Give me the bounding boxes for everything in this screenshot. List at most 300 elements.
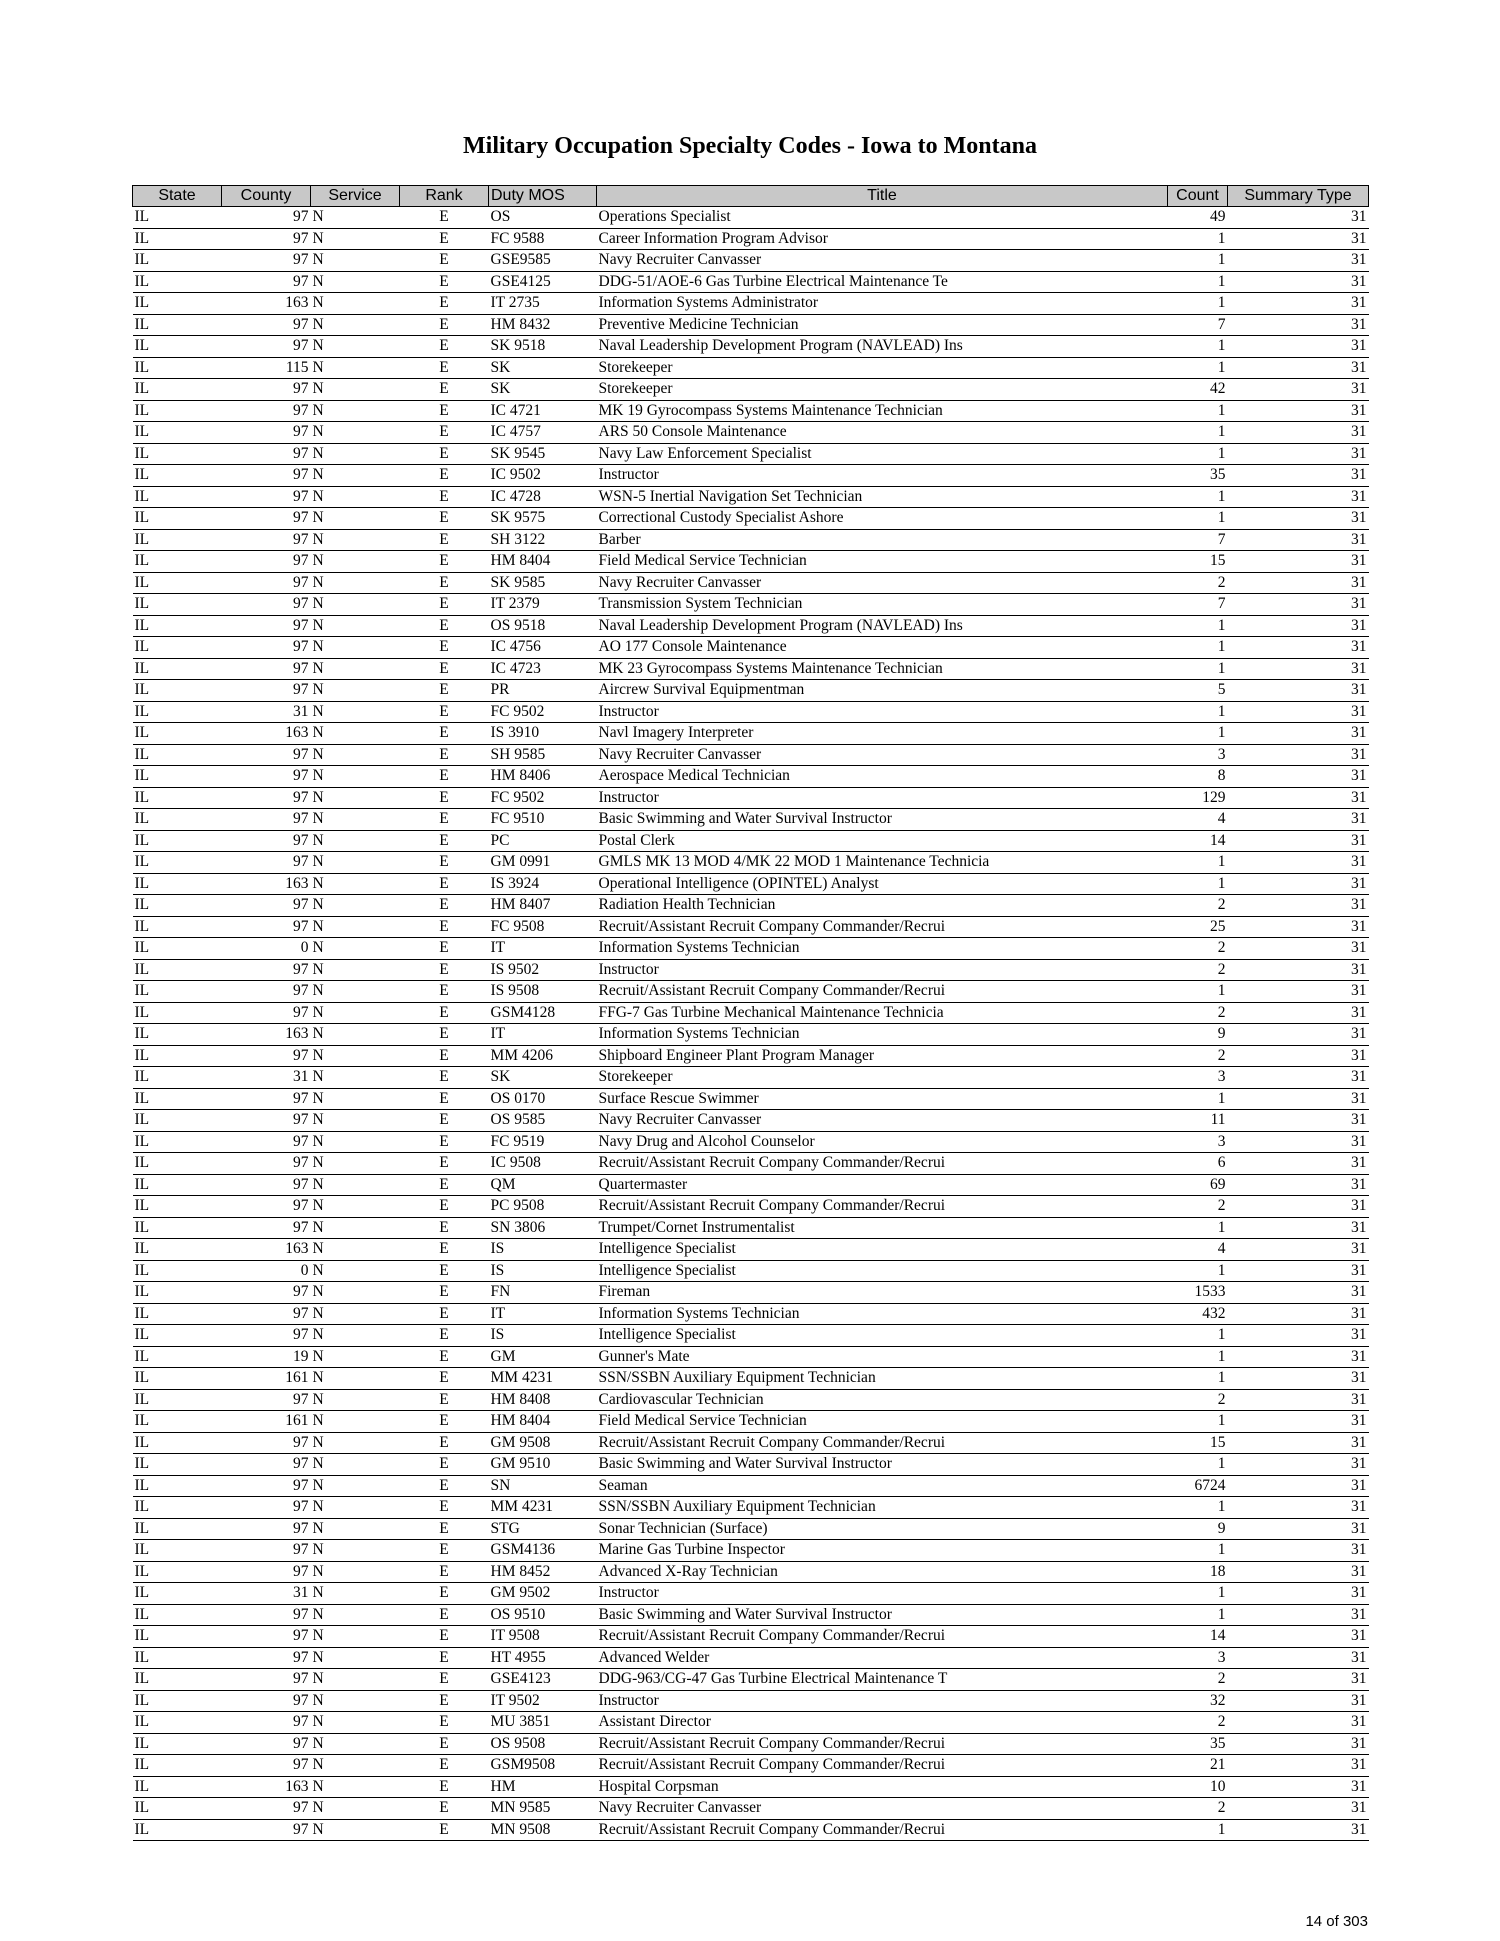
cell-county: 97 <box>222 551 311 573</box>
cell-rank: E <box>400 916 489 938</box>
cell-duty-mos: GM 9510 <box>489 1454 597 1476</box>
cell-title: Naval Leadership Development Program (NAVLEAD) Ins <box>597 615 1168 637</box>
cell-duty-mos: GSE4123 <box>489 1669 597 1691</box>
cell-rank: E <box>400 1669 489 1691</box>
table-row <box>133 1110 1369 1132</box>
cell-duty-mos: OS 9518 <box>489 615 597 637</box>
cell-service: N <box>311 1196 400 1218</box>
cell-rank: E <box>400 1196 489 1218</box>
cell-summary-type: 31 <box>1228 938 1369 960</box>
cell-rank: E <box>400 873 489 895</box>
cell-rank: E <box>400 551 489 573</box>
cell-service: N <box>311 981 400 1003</box>
table-row <box>133 529 1369 551</box>
cell-service: N <box>311 1690 400 1712</box>
cell-summary-type: 31 <box>1228 1282 1369 1304</box>
cell-service: N <box>311 1260 400 1282</box>
cell-summary-type: 31 <box>1228 1067 1369 1089</box>
cell-duty-mos: GM <box>489 1346 597 1368</box>
table-row <box>133 1733 1369 1755</box>
cell-county: 163 <box>222 293 311 315</box>
cell-duty-mos: IT 9502 <box>489 1690 597 1712</box>
cell-title: Information Systems Administrator <box>597 293 1168 315</box>
table-row <box>133 400 1369 422</box>
cell-rank: E <box>400 1432 489 1454</box>
cell-summary-type: 31 <box>1228 508 1369 530</box>
cell-rank: E <box>400 400 489 422</box>
cell-rank: E <box>400 787 489 809</box>
cell-title: MK 19 Gyrocompass Systems Maintenance Technician <box>597 400 1168 422</box>
table-row <box>133 658 1369 680</box>
cell-title: DDG-51/AOE-6 Gas Turbine Electrical Maintenance Te <box>597 271 1168 293</box>
cell-count: 1 <box>1168 293 1228 315</box>
cell-county: 163 <box>222 1239 311 1261</box>
cell-service: N <box>311 1088 400 1110</box>
cell-service: N <box>311 1540 400 1562</box>
cell-duty-mos: HM 8452 <box>489 1561 597 1583</box>
cell-rank: E <box>400 1346 489 1368</box>
cell-title: Storekeeper <box>597 357 1168 379</box>
cell-county: 97 <box>222 658 311 680</box>
cell-title: Seaman <box>597 1475 1168 1497</box>
cell-summary-type: 31 <box>1228 1475 1369 1497</box>
cell-county: 97 <box>222 443 311 465</box>
table-row <box>133 465 1369 487</box>
cell-rank: E <box>400 809 489 831</box>
table-row <box>133 551 1369 573</box>
cell-summary-type: 31 <box>1228 1346 1369 1368</box>
table-row <box>133 1712 1369 1734</box>
cell-state: IL <box>133 637 222 659</box>
cell-duty-mos: IS <box>489 1239 597 1261</box>
cell-summary-type: 31 <box>1228 1239 1369 1261</box>
cell-title: Instructor <box>597 465 1168 487</box>
cell-count: 2 <box>1168 1002 1228 1024</box>
cell-title: Instructor <box>597 1583 1168 1605</box>
table-row <box>133 830 1369 852</box>
column-header-rank: Rank <box>400 186 489 207</box>
cell-duty-mos: IC 4721 <box>489 400 597 422</box>
cell-service: N <box>311 1497 400 1519</box>
cell-summary-type: 31 <box>1228 443 1369 465</box>
table-row <box>133 1045 1369 1067</box>
cell-summary-type: 31 <box>1228 1690 1369 1712</box>
cell-summary-type: 31 <box>1228 895 1369 917</box>
cell-state: IL <box>133 1196 222 1218</box>
cell-rank: E <box>400 1303 489 1325</box>
cell-state: IL <box>133 1819 222 1841</box>
cell-rank: E <box>400 938 489 960</box>
column-header-title: Title <box>597 186 1168 207</box>
cell-state: IL <box>133 981 222 1003</box>
cell-service: N <box>311 508 400 530</box>
cell-rank: E <box>400 1604 489 1626</box>
cell-summary-type: 31 <box>1228 1733 1369 1755</box>
cell-duty-mos: OS 9510 <box>489 1604 597 1626</box>
table-row <box>133 895 1369 917</box>
table-row <box>133 572 1369 594</box>
cell-rank: E <box>400 1389 489 1411</box>
cell-summary-type: 31 <box>1228 1411 1369 1433</box>
table-row <box>133 379 1369 401</box>
cell-rank: E <box>400 723 489 745</box>
cell-count: 1 <box>1168 852 1228 874</box>
cell-title: Postal Clerk <box>597 830 1168 852</box>
cell-count: 35 <box>1168 1733 1228 1755</box>
cell-count: 1 <box>1168 1260 1228 1282</box>
cell-duty-mos: MM 4231 <box>489 1497 597 1519</box>
cell-state: IL <box>133 1045 222 1067</box>
cell-summary-type: 31 <box>1228 852 1369 874</box>
cell-rank: E <box>400 981 489 1003</box>
cell-state: IL <box>133 465 222 487</box>
table-row <box>133 1540 1369 1562</box>
cell-county: 19 <box>222 1346 311 1368</box>
cell-title: Recruit/Assistant Recruit Company Commander/Recrui <box>597 1626 1168 1648</box>
cell-duty-mos: IT <box>489 1024 597 1046</box>
cell-title: Navy Recruiter Canvasser <box>597 250 1168 272</box>
cell-state: IL <box>133 1583 222 1605</box>
cell-county: 161 <box>222 1368 311 1390</box>
table-header-row <box>133 186 1369 207</box>
cell-rank: E <box>400 895 489 917</box>
cell-duty-mos: IC 9508 <box>489 1153 597 1175</box>
cell-count: 1 <box>1168 723 1228 745</box>
cell-title: Operational Intelligence (OPINTEL) Analyst <box>597 873 1168 895</box>
cell-county: 31 <box>222 1067 311 1089</box>
cell-title: Recruit/Assistant Recruit Company Commander/Recrui <box>597 981 1168 1003</box>
table-row <box>133 336 1369 358</box>
cell-county: 97 <box>222 250 311 272</box>
cell-service: N <box>311 680 400 702</box>
cell-count: 2 <box>1168 895 1228 917</box>
cell-duty-mos: GSM4128 <box>489 1002 597 1024</box>
cell-rank: E <box>400 1798 489 1820</box>
cell-state: IL <box>133 1475 222 1497</box>
cell-service: N <box>311 723 400 745</box>
cell-count: 3 <box>1168 1067 1228 1089</box>
cell-service: N <box>311 1325 400 1347</box>
table-row <box>133 1067 1369 1089</box>
cell-rank: E <box>400 852 489 874</box>
cell-state: IL <box>133 1153 222 1175</box>
cell-rank: E <box>400 207 489 229</box>
cell-service: N <box>311 830 400 852</box>
cell-count: 1 <box>1168 422 1228 444</box>
cell-county: 97 <box>222 787 311 809</box>
cell-state: IL <box>133 443 222 465</box>
table-row <box>133 1131 1369 1153</box>
cell-state: IL <box>133 1282 222 1304</box>
cell-rank: E <box>400 637 489 659</box>
cell-duty-mos: IC 4728 <box>489 486 597 508</box>
cell-title: Intelligence Specialist <box>597 1325 1168 1347</box>
cell-duty-mos: SK <box>489 379 597 401</box>
cell-count: 1 <box>1168 1819 1228 1841</box>
cell-count: 4 <box>1168 1239 1228 1261</box>
table-row <box>133 1282 1369 1304</box>
cell-state: IL <box>133 938 222 960</box>
cell-count: 6724 <box>1168 1475 1228 1497</box>
cell-duty-mos: OS 9585 <box>489 1110 597 1132</box>
table-row <box>133 1669 1369 1691</box>
table-row <box>133 916 1369 938</box>
cell-county: 97 <box>222 379 311 401</box>
cell-state: IL <box>133 293 222 315</box>
cell-service: N <box>311 658 400 680</box>
cell-title: Recruit/Assistant Recruit Company Commander/Recrui <box>597 1733 1168 1755</box>
cell-state: IL <box>133 1755 222 1777</box>
cell-state: IL <box>133 852 222 874</box>
cell-count: 5 <box>1168 680 1228 702</box>
cell-duty-mos: IS 9502 <box>489 959 597 981</box>
cell-state: IL <box>133 572 222 594</box>
cell-duty-mos: IS 9508 <box>489 981 597 1003</box>
cell-rank: E <box>400 1561 489 1583</box>
cell-state: IL <box>133 1454 222 1476</box>
cell-summary-type: 31 <box>1228 1561 1369 1583</box>
cell-title: GMLS MK 13 MOD 4/MK 22 MOD 1 Maintenance Technicia <box>597 852 1168 874</box>
cell-title: Advanced Welder <box>597 1647 1168 1669</box>
cell-duty-mos: IT 9508 <box>489 1626 597 1648</box>
cell-state: IL <box>133 723 222 745</box>
cell-county: 97 <box>222 1282 311 1304</box>
cell-count: 1 <box>1168 637 1228 659</box>
table-row <box>133 981 1369 1003</box>
cell-summary-type: 31 <box>1228 873 1369 895</box>
cell-title: Basic Swimming and Water Survival Instructor <box>597 1604 1168 1626</box>
cell-rank: E <box>400 1368 489 1390</box>
cell-county: 97 <box>222 1002 311 1024</box>
table-row <box>133 207 1369 229</box>
cell-state: IL <box>133 1798 222 1820</box>
cell-service: N <box>311 1024 400 1046</box>
cell-summary-type: 31 <box>1228 1303 1369 1325</box>
cell-service: N <box>311 1239 400 1261</box>
cell-duty-mos: HM 8406 <box>489 766 597 788</box>
cell-summary-type: 31 <box>1228 357 1369 379</box>
cell-service: N <box>311 1561 400 1583</box>
cell-service: N <box>311 701 400 723</box>
cell-service: N <box>311 1346 400 1368</box>
page-title: Military Occupation Specialty Codes - Iowa to Montana <box>463 133 1037 159</box>
table-row <box>133 314 1369 336</box>
cell-duty-mos: GSM4136 <box>489 1540 597 1562</box>
cell-state: IL <box>133 873 222 895</box>
cell-count: 2 <box>1168 1196 1228 1218</box>
table-row <box>133 766 1369 788</box>
cell-summary-type: 31 <box>1228 1153 1369 1175</box>
table-row <box>133 1174 1369 1196</box>
cell-service: N <box>311 572 400 594</box>
cell-summary-type: 31 <box>1228 615 1369 637</box>
cell-title: Navy Recruiter Canvasser <box>597 744 1168 766</box>
cell-state: IL <box>133 830 222 852</box>
cell-summary-type: 31 <box>1228 723 1369 745</box>
cell-duty-mos: HM 8407 <box>489 895 597 917</box>
cell-summary-type: 31 <box>1228 1583 1369 1605</box>
cell-state: IL <box>133 228 222 250</box>
cell-duty-mos: IT 2379 <box>489 594 597 616</box>
cell-title: Information Systems Technician <box>597 1303 1168 1325</box>
cell-rank: E <box>400 1518 489 1540</box>
cell-duty-mos: IS <box>489 1325 597 1347</box>
cell-rank: E <box>400 379 489 401</box>
cell-county: 97 <box>222 1712 311 1734</box>
cell-count: 1 <box>1168 701 1228 723</box>
cell-count: 32 <box>1168 1690 1228 1712</box>
cell-count: 2 <box>1168 938 1228 960</box>
cell-county: 97 <box>222 228 311 250</box>
cell-count: 1 <box>1168 508 1228 530</box>
cell-count: 1 <box>1168 1411 1228 1433</box>
cell-count: 15 <box>1168 1432 1228 1454</box>
table-row <box>133 1325 1369 1347</box>
cell-service: N <box>311 1755 400 1777</box>
cell-duty-mos: OS 9508 <box>489 1733 597 1755</box>
cell-title: Intelligence Specialist <box>597 1260 1168 1282</box>
cell-rank: E <box>400 293 489 315</box>
cell-state: IL <box>133 1260 222 1282</box>
cell-service: N <box>311 938 400 960</box>
cell-county: 97 <box>222 1045 311 1067</box>
cell-title: Trumpet/Cornet Instrumentalist <box>597 1217 1168 1239</box>
cell-count: 1 <box>1168 1497 1228 1519</box>
cell-title: Intelligence Specialist <box>597 1239 1168 1261</box>
cell-duty-mos: GM 9502 <box>489 1583 597 1605</box>
cell-state: IL <box>133 1239 222 1261</box>
table-row <box>133 1260 1369 1282</box>
table-row <box>133 809 1369 831</box>
cell-summary-type: 31 <box>1228 1626 1369 1648</box>
table-row <box>133 1346 1369 1368</box>
cell-duty-mos: IC 4756 <box>489 637 597 659</box>
cell-summary-type: 31 <box>1228 1110 1369 1132</box>
cell-service: N <box>311 787 400 809</box>
cell-state: IL <box>133 1690 222 1712</box>
cell-duty-mos: MM 4231 <box>489 1368 597 1390</box>
cell-service: N <box>311 357 400 379</box>
table-row <box>133 1798 1369 1820</box>
cell-summary-type: 31 <box>1228 1088 1369 1110</box>
cell-title: MK 23 Gyrocompass Systems Maintenance Technician <box>597 658 1168 680</box>
cell-rank: E <box>400 959 489 981</box>
cell-title: Instructor <box>597 1690 1168 1712</box>
cell-service: N <box>311 443 400 465</box>
cell-service: N <box>311 1303 400 1325</box>
cell-count: 35 <box>1168 465 1228 487</box>
cell-summary-type: 31 <box>1228 293 1369 315</box>
table-row <box>133 959 1369 981</box>
cell-title: Basic Swimming and Water Survival Instructor <box>597 809 1168 831</box>
cell-count: 49 <box>1168 207 1228 229</box>
cell-summary-type: 31 <box>1228 830 1369 852</box>
cell-duty-mos: IC 4723 <box>489 658 597 680</box>
cell-duty-mos: FC 9510 <box>489 809 597 831</box>
cell-summary-type: 31 <box>1228 1798 1369 1820</box>
cell-count: 2 <box>1168 1712 1228 1734</box>
table-row <box>133 1583 1369 1605</box>
cell-count: 1 <box>1168 250 1228 272</box>
cell-title: Instructor <box>597 959 1168 981</box>
cell-summary-type: 31 <box>1228 981 1369 1003</box>
cell-service: N <box>311 959 400 981</box>
cell-duty-mos: GSM9508 <box>489 1755 597 1777</box>
cell-county: 97 <box>222 1604 311 1626</box>
cell-rank: E <box>400 766 489 788</box>
cell-title: Surface Rescue Swimmer <box>597 1088 1168 1110</box>
cell-county: 97 <box>222 572 311 594</box>
cell-summary-type: 31 <box>1228 1002 1369 1024</box>
table-row <box>133 1819 1369 1841</box>
cell-county: 97 <box>222 680 311 702</box>
cell-county: 97 <box>222 615 311 637</box>
cell-county: 97 <box>222 1755 311 1777</box>
cell-summary-type: 31 <box>1228 271 1369 293</box>
cell-count: 42 <box>1168 379 1228 401</box>
cell-state: IL <box>133 895 222 917</box>
cell-title: Barber <box>597 529 1168 551</box>
cell-title: Cardiovascular Technician <box>597 1389 1168 1411</box>
cell-count: 2 <box>1168 1669 1228 1691</box>
cell-county: 97 <box>222 1540 311 1562</box>
cell-summary-type: 31 <box>1228 1045 1369 1067</box>
cell-service: N <box>311 1368 400 1390</box>
cell-service: N <box>311 873 400 895</box>
cell-service: N <box>311 1174 400 1196</box>
cell-county: 97 <box>222 1325 311 1347</box>
table-row <box>133 1303 1369 1325</box>
cell-county: 31 <box>222 701 311 723</box>
cell-county: 31 <box>222 1583 311 1605</box>
cell-count: 432 <box>1168 1303 1228 1325</box>
cell-title: Navy Recruiter Canvasser <box>597 572 1168 594</box>
table-row <box>133 680 1369 702</box>
cell-title: DDG-963/CG-47 Gas Turbine Electrical Maintenance T <box>597 1669 1168 1691</box>
cell-state: IL <box>133 787 222 809</box>
cell-count: 21 <box>1168 1755 1228 1777</box>
cell-rank: E <box>400 1024 489 1046</box>
table-row <box>133 852 1369 874</box>
cell-summary-type: 31 <box>1228 1389 1369 1411</box>
cell-summary-type: 31 <box>1228 228 1369 250</box>
cell-count: 2 <box>1168 1045 1228 1067</box>
cell-duty-mos: IT 2735 <box>489 293 597 315</box>
cell-service: N <box>311 1045 400 1067</box>
cell-service: N <box>311 809 400 831</box>
cell-rank: E <box>400 1755 489 1777</box>
cell-summary-type: 31 <box>1228 809 1369 831</box>
table-row <box>133 938 1369 960</box>
cell-state: IL <box>133 357 222 379</box>
table-row <box>133 594 1369 616</box>
cell-title: Gunner's Mate <box>597 1346 1168 1368</box>
cell-county: 97 <box>222 400 311 422</box>
cell-summary-type: 31 <box>1228 637 1369 659</box>
cell-county: 97 <box>222 766 311 788</box>
cell-duty-mos: HM <box>489 1776 597 1798</box>
cell-county: 97 <box>222 1647 311 1669</box>
cell-summary-type: 31 <box>1228 1669 1369 1691</box>
cell-county: 0 <box>222 938 311 960</box>
cell-summary-type: 31 <box>1228 744 1369 766</box>
cell-county: 97 <box>222 207 311 229</box>
cell-service: N <box>311 895 400 917</box>
cell-title: Information Systems Technician <box>597 1024 1168 1046</box>
cell-state: IL <box>133 1217 222 1239</box>
cell-duty-mos: FC 9502 <box>489 701 597 723</box>
cell-duty-mos: SK 9575 <box>489 508 597 530</box>
